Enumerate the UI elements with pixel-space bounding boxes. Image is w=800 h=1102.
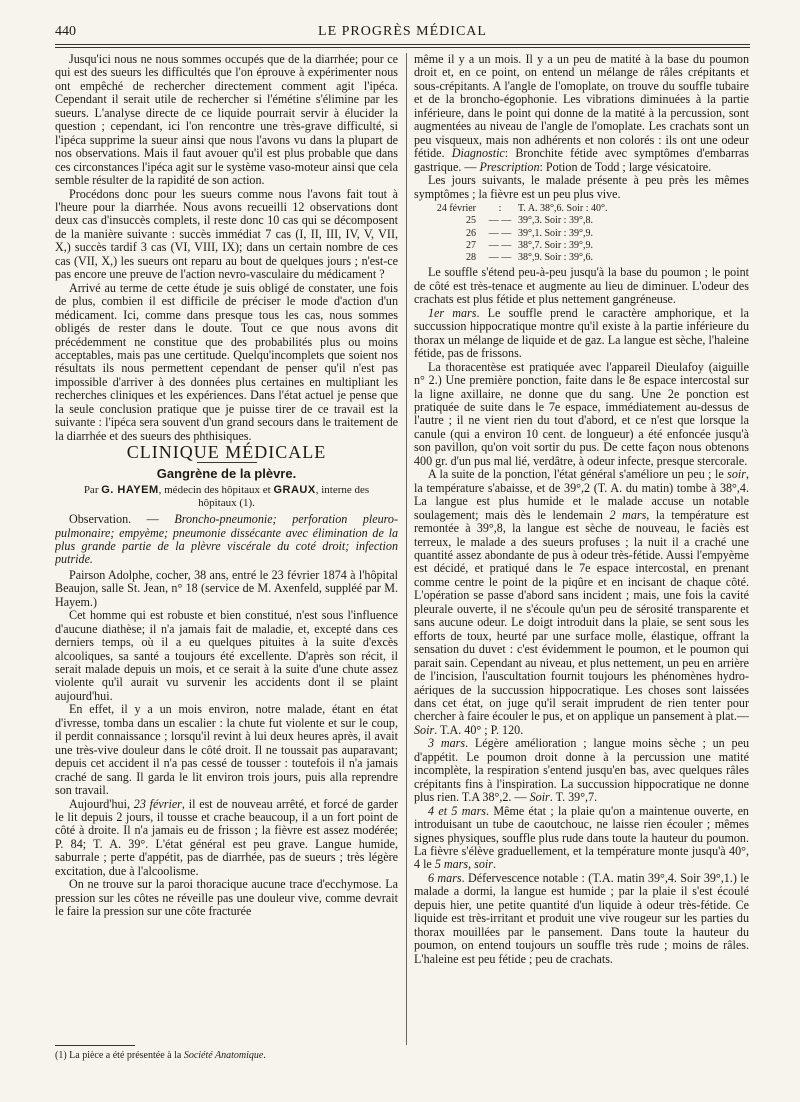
text-run: . Légère amélioration ; langue moins sèche ; un peu d'appétit. Le poumon droit donne à la percussion une matité incomplète, la respiration s'entend jusqu'en bas, avec quelques râles crépitants fins à l'inspiration. La succussion hippocratique ne donne plus rien. T.A 38°,2. — <box>414 736 749 805</box>
footnote-rule <box>55 1045 135 1046</box>
footnote-society: Société Anatomique <box>183 1050 264 1061</box>
text-run: même il y a un mois. Il y a un peu de matité à la base du poumon droit et, en ce point, on entend un mélange de râles crépitants et sous-crépitants. A l'angle de l'omoplate, on trouve du souffle tubaire et de la broncho-égophonie. Les vibrations diminuées à la partie inférieure, dans le point qui donne de la matité à la percussion, sont augmentées au niveau de l'angle de l'omoplate. Les crachats sont un peu visqueux, mais non adhérents et non colorés : ils ont une odeur fétide. <box>414 53 749 161</box>
date-emphasis: 5 mars, soir <box>434 857 493 872</box>
paragraph: Jusqu'ici nous ne nous sommes occupés que de la diarrhée; pour ce qui est des sueurs les difficultés que l'on éprouve à expérimenter nous ont empêché de rechercher directement comment agit l'ipéca. Cependant il serait utile de rechercher si l'émétine s'élimine par les sueurs. L'analyse directe de ce liquide pourrait servir à élucider la question ; cependant, ici l'on rencontre une très-grave difficulté, si l'ipéca supprime la sueur ainsi que nous l'avons vu dans la plupart de nos observations. Mais il faut avouer qu'il est plus probable que dans ces circonstances l'ipéca agit sur le système vaso-moteur ainsi que cela semble résulter de la rapidité de son action. <box>55 53 398 188</box>
paragraph: Les jours suivants, le malade présente à peu près les mêmes symptômes ; la fièvre est un peu plus vive. <box>414 173 749 201</box>
text-run: : Bronchite fétide avec symptômes d'embarras gastrique. — <box>414 146 749 174</box>
author-role: , médecin des hôpitaux et <box>158 484 274 497</box>
date-emphasis: 23 février <box>133 796 182 811</box>
text-run: , il est de nouveau arrêté, et forcé de garder le lit depuis 2 jours, il tousse et crache beaucoup, il a un fort point de côté à droite. Il n'a jamais eu de frisson ; la fièvre est assez modérée; P. 84; T. A. 39°. L'état général est peu grave. Langue humide, saburrale ; perte d'appétit, pas de diarrhée, pas de sueurs ; très légère excitation, due à l'alcoolisme. <box>55 796 398 878</box>
footnote <box>55 1050 398 1062</box>
soir-emphasis: soir <box>727 467 746 482</box>
paragraph: Pairson Adolphe, cocher, 38 ans, entré le 23 février 1874 à l'hôpital Beaujon, salle St. Jean, n° 18 (service de M. Axenfeld, suppléé par M. Hayem.) <box>55 567 398 609</box>
paragraph <box>414 805 749 872</box>
table-row <box>414 215 749 227</box>
paragraph <box>414 307 749 361</box>
text-run: : Potion de Todd ; large vésicatoire. <box>539 159 712 174</box>
row-date: 26 <box>466 227 476 239</box>
date-emphasis: 6 mars <box>428 870 462 885</box>
authors-prefix: Par <box>83 484 102 497</box>
date-emphasis: 2 mars <box>609 507 647 522</box>
article-title: Gangrène de la plèvre. <box>156 465 297 481</box>
row-values: T. A. 38°,6. Soir : 40°. <box>518 202 608 214</box>
observation-label: Observation. — <box>69 512 175 527</box>
paragraph: Arrivé au terme de cette étude je suis obligé de constater, une fois de plus, combien il est difficile de préciser le mode d'action d'un médicament. Ici, comme dans presque tous les cas, nous sommes obligés de rester dans le doute. Tout ce que nous avons dit précédemment ne constitue que des probabilités plus ou moins acceptables, mais pas une certitude. Quelqu'incomplets que soient nos résultats ils nous permettent cependant de penser qu'il n'est pas impossible d'arriver à des données plus certaines en multipliant les recherches cliniques et les expériences. Dans l'état actuel je pense que la seule conclusion pratique que je puisse tirer de ce travail est la suivante : l'ipéca sera souvent d'un grand secours dans le traitement de la diarrhée et des sueurs des phthisiques. <box>55 280 398 443</box>
observation-text: Broncho-pneumonie; perforation pleuro-pulmonaire; empyème; pneumonie dissécante avec élimination de la plus grande partie de la plèvre viscérale du coté droit; infection putride. <box>55 512 398 567</box>
author-name: G. HAYEM <box>101 484 159 497</box>
left-column <box>55 53 398 1073</box>
soir-emphasis: Soir <box>529 790 550 805</box>
paragraph: En effet, il y a un mois environ, notre malade, étant en état d'ivresse, tomba dans un escalier : la chute fut violente et sur le coup, il perdit connaissance ; lorsqu'il revint à lui deux heures après, il avait une très-vive douleur dans le côté droit. Il ne toussait pas auparavant; depuis cet accident il n'a pas cessé de tousser : toutefois il n'a jamais craché de sang. Il garda le lit environ trois jours, puis alla reprendre son travail. <box>55 702 398 798</box>
article-authors <box>65 484 388 509</box>
paragraph <box>55 798 398 879</box>
temperature-table <box>414 203 749 264</box>
paragraph: Le souffle s'étend peu-à-peu jusqu'à la base du poumon ; le point de côté est très-tenace et augmente au lieu de diminuer. L'odeur des crachats est plus fétide et plus nettement gangréneuse. <box>414 265 749 307</box>
date-emphasis: 1er mars <box>428 305 477 320</box>
table-row <box>414 252 749 264</box>
column-divider <box>406 53 407 1045</box>
table-row <box>414 203 749 215</box>
page-header <box>55 24 750 46</box>
diagnostic-label: Diagnostic <box>451 146 505 161</box>
text-run: . Même état ; la plaie qu'on a maintenue ouverte, en introduisant un tube de caoutchouc, ne laisse rien écouler ; mêmes signes physiques, souffle plus rude dans toute la hauteur du poumon. La fièvre s'élève graduellement, et la température monte jusqu'à 40°, 4 le <box>414 803 749 872</box>
paragraph: Cet homme qui est robuste et bien constitué, n'est sous l'influence d'aucune diathèse; il n'a jamais fait de maladie, et, excepté dans ces derniers temps, où il a eu quelques pituites à la suite d'excès alcooliques, sa santé a toujours été excellente. D'après son récit, il serait malade depuis un mois, et ce serait à la suite d'une chute assez violente qu'il aurait vu survenir les accidents dont il se plaint aujourd'hui. <box>55 608 398 703</box>
observation-summary <box>55 513 398 567</box>
row-values: 39°,3. Soir : 39°,8. <box>518 215 593 227</box>
prescription-label: Prescription <box>479 159 540 174</box>
table-row <box>414 240 749 252</box>
row-values: 38°,7. Soir : 39°,9. <box>518 239 593 251</box>
right-column <box>414 53 749 1073</box>
date-emphasis: 3 mars <box>428 736 466 751</box>
row-date: 27 <box>466 239 476 251</box>
text-run: . T. 39°,7. <box>549 790 598 805</box>
text-run: , la température est remontée à 39°,8, la langue est sèche de nouveau, le faciès est terreux, le malade a des sueurs profuses ; la nuit il a craché une quantité assez abondante de pus à odeur très-fétide. Aussi l'empyème est décidé, et pratiqué dans le 7e espace intercostal, en prenant comme centre le point de la piqûre et en incisant de chaque côté. L'opération se passe d'abord sans incident ; mais, une fois la cavité pleurale ouverte, il ne s'écoule qu'un peu de sérosité transparente et sans aucune odeur. Le doigt introduit dans la plaie, se sent sous les efforts de toux, heurté par une surface molle, élastique, offrant la sensation du duvet : c'est évidemment le poumon, et le poumon qui parait sain. Cependant au niveau, et plus nettement, un peu en arrière de l'incision, l'auscultation fournit toujours les phénomènes hydro-aériques de la succussion hippocratique. Les choses sont laissées dans cet état, on juge qu'il serait imprudent de rien tenter pour chercher à faire écouler le pus, et on applique un pansement à plat.— <box>414 507 749 724</box>
table-row <box>414 228 749 240</box>
paragraph <box>414 468 749 737</box>
paragraph: La thoracentèse est pratiquée avec l'appareil Dieulafoy (aiguille n° 2.) Une première ponction, faite dans le 8e espace intercostal sur la ligne axillaire, ne donne que du sang. Une 2e ponction est pratiquée de suite dans le 7e espace, immédiatement au-dessus de l'autre ; il ne vient rien du tout d'abord, et ce n'est que lorsque la canule (qui a environ 10 cent. de longueur) a été enfoncée jusqu'à son pavillon, qu'on voit sortir du pus. De cette façon nous obtenons 400 gr. d'un pus mal lié, verdâtre, à odeur infecte, presque stercorale. <box>414 359 749 468</box>
author-name: GRAUX <box>273 484 316 497</box>
row-date: 25 <box>466 215 476 227</box>
header-rule <box>55 44 750 48</box>
footnote-text: (1) La pièce a été présentée à la <box>55 1050 184 1061</box>
soir-emphasis: Soir <box>414 722 435 737</box>
row-date: 28 <box>466 252 476 264</box>
text-run: . Défervescence notable : (T.A. matin 39°,4. Soir 39°,1.) le malade a dormi, la langue est humide ; par la plaie il s'est écoulé depuis hier, une petite quantité d'un liquide à odeur très-fétide. Ce liquide est très-irritant et produit une vive rougeur sur les parties du thorax mouillées par le pansement. Dans toute la hauteur du poumon, on entend toujours un souffle très rude ; moins de râles. L'haleine est peu fétide ; peu de crachats. <box>414 870 749 966</box>
paragraph <box>414 872 749 966</box>
running-title: LE PROGRÈS MÉDICAL <box>318 24 487 39</box>
page-number: 440 <box>55 24 76 39</box>
row-values: 39°,1. Soir : 39°,9. <box>518 227 593 239</box>
text-run: , la température s'abaisse, et de 39°,2 (T. A. du matin) tombe à 38°,4. La langue est plus humide et le malade accuse un notable soulagement; mais dès le lendemain <box>414 467 749 522</box>
date-emphasis: 4 et 5 mars <box>428 803 486 818</box>
author-role: , interne des hôpitaux (1). <box>198 484 370 509</box>
row-values: 38°,9. Soir : 39°,6. <box>518 252 593 264</box>
text-run: . <box>492 857 496 872</box>
paragraph <box>414 53 749 174</box>
text-run: . T.A. 40° ; P. 120. <box>434 722 524 737</box>
row-date: 24 février <box>436 202 476 214</box>
text-run: Aujourd'hui, <box>69 796 134 811</box>
row-dash: : <box>498 202 502 214</box>
paragraph <box>414 737 749 804</box>
row-dash: — — <box>488 239 512 251</box>
footnote-end: . <box>263 1050 266 1061</box>
row-dash: — — <box>488 215 512 227</box>
row-dash: — — <box>488 227 512 239</box>
text-run: A la suite de la ponction, l'état général s'améliore un peu ; le <box>428 467 728 482</box>
text-run: . Le souffle prend le caractère amphorique, et la succussion hippocratique montre qu'il existe à la partie inférieure du thorax un mélange de liquide et de gaz. La langue est sèche, l'haleine fétide, pas de frissons. <box>414 305 749 361</box>
row-dash: — — <box>488 252 512 264</box>
paragraph: On ne trouve sur la paroi thoracique aucune trace d'ecchymose. La pression sur les côtes ne réveille pas une douleur vive, comme devrait le faire la pression sur une côte fracturée <box>55 877 398 919</box>
section-title: CLINIQUE MÉDICALE <box>126 442 327 463</box>
paragraph: Procédons donc pour les sueurs comme nous l'avons fait tout à l'heure pour la diarrhée. Nous avons recueilli 12 observations dont deux cas d'insuccès complets, il reste donc 10 cas qui se décomposent de la manière suivante : succès immédiat 7 cas (I, II, III, IV, V, VII, X,) succès tardif 3 cas (VI, VIII, IX); dans un certain nombre de ces cas (VII, X,) les sueurs ont reparu au bout de quelques jours ; n'est-ce pas encore une preuve de l'action nevro-vasculaire du médicament ? <box>55 186 398 282</box>
